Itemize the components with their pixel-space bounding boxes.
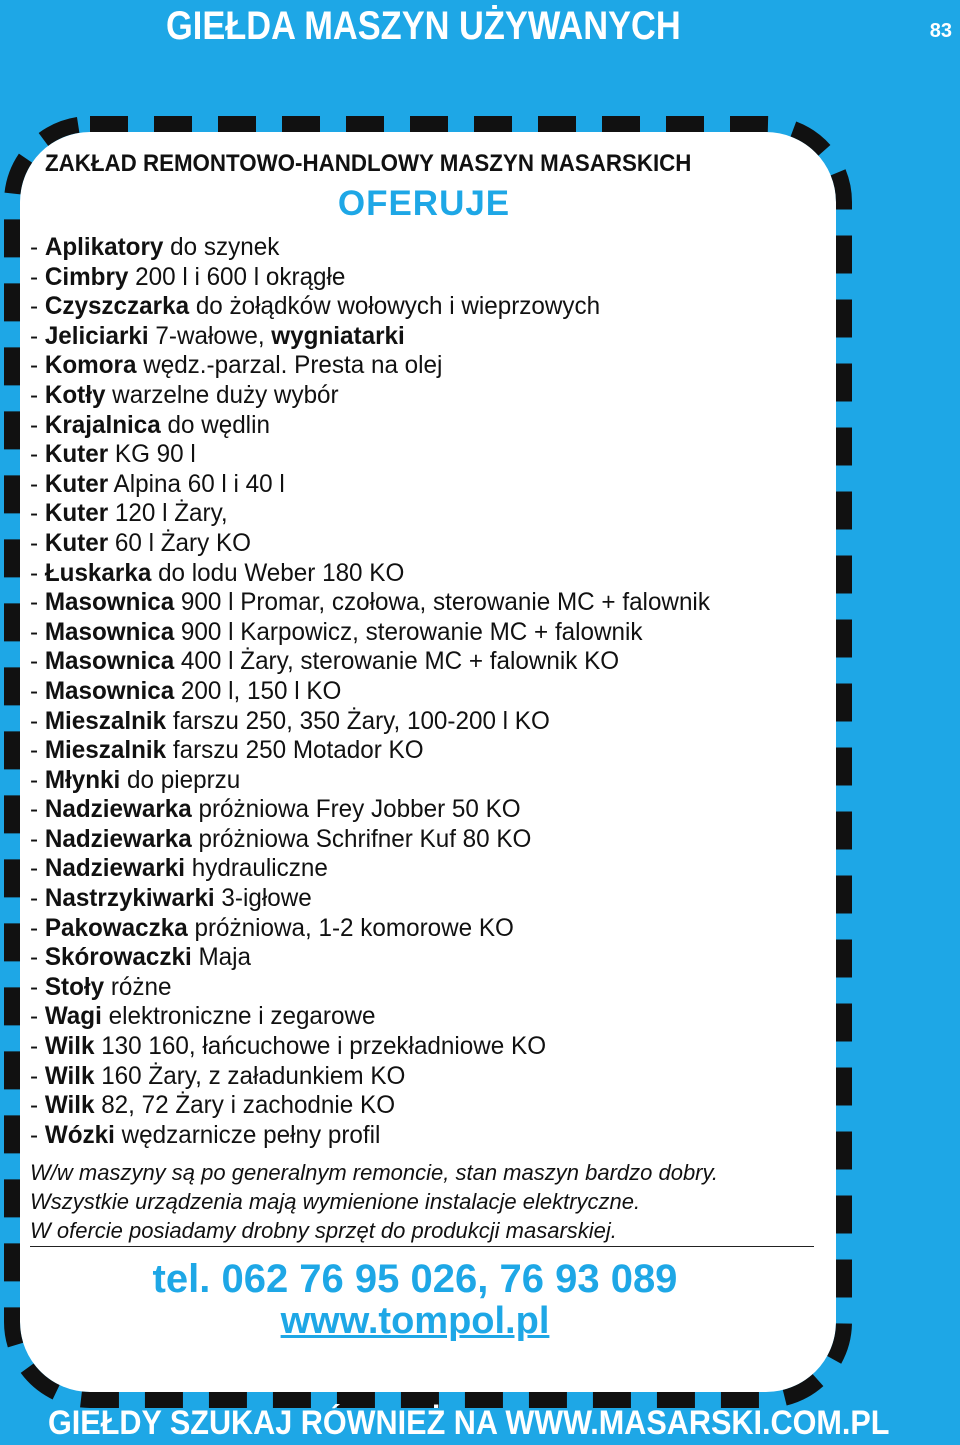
item-name: Kuter: [44, 528, 109, 557]
list-item: - Wilk 160 Żary, z załadunkiem KO: [30, 1061, 406, 1090]
item-description: 200 l i 600 l okrągłe: [128, 262, 346, 291]
item-description: warzelne duży wybór: [105, 380, 339, 409]
item-description: farszu 250, 350 Żary, 100-200 l KO: [166, 706, 550, 735]
item-name: Wilk: [44, 1061, 95, 1090]
item-name: Nadziewarki: [44, 854, 186, 883]
item-name: Nadziewarka: [44, 824, 192, 853]
item-description: 200 l, 150 l KO: [174, 676, 342, 705]
list-item: - Masownica 900 l Promar, czołowa, sterowanie MC + falownik: [30, 588, 710, 617]
item-description: 60 l Żary KO: [108, 528, 252, 557]
list-item: - Wilk 130 160, łańcuchowe i przekładniowe KO: [30, 1032, 547, 1061]
list-item: - Stoły różne: [30, 972, 172, 1001]
item-description: różne: [104, 972, 172, 1001]
item-name: Krajalnica: [44, 410, 161, 439]
item-name: Wilk: [44, 1032, 95, 1061]
page-title: GIEŁDA MASZYN UŻYWANYCH: [166, 4, 681, 48]
item-name: Łuskarka: [44, 558, 152, 587]
item-description: elektroniczne i zegarowe: [101, 1002, 376, 1031]
list-item: - Wilk 82, 72 Żary i zachodnie KO: [30, 1091, 396, 1120]
item-name: Skórowaczki: [44, 943, 192, 972]
item-name: Mieszalnik: [44, 736, 167, 765]
list-item: - Nadziewarka próżniowa Schrifner Kuf 80 KO: [30, 824, 532, 853]
item-name: Cimbry: [44, 262, 129, 291]
item-description: farszu 250 Motador KO: [166, 736, 424, 765]
offer-list: [30, 233, 731, 1150]
item-description: 900 l Karpowicz, sterowanie MC + falownik: [174, 617, 643, 646]
list-item: - Komora wędz.-parzal. Presta na olej: [30, 351, 443, 380]
item-name: Kuter: [44, 469, 109, 498]
list-item: - Cimbry 200 l i 600 l okrągłe: [30, 262, 346, 291]
company-name: ZAKŁAD REMONTOWO-HANDLOWY MASZYN MASARSKICH: [45, 150, 692, 177]
item-name: Kotły: [44, 380, 106, 409]
item-name: Aplikatory: [44, 233, 164, 261]
item-description: Maja: [191, 943, 252, 972]
item-description: 130 160, łańcuchowe i przekładniowe KO: [94, 1032, 547, 1061]
item-name: Komora: [44, 351, 137, 380]
item-description: do szynek: [163, 233, 280, 261]
item-description: KG 90 l: [108, 440, 196, 469]
item-description: Alpina 60 l i 40 l: [108, 469, 285, 498]
list-item: - Skórowaczki Maja: [30, 943, 252, 972]
list-item: - Jeliciarki 7-wałowe, wygniatarki: [30, 321, 405, 350]
item-description: wędz.-parzal. Presta na olej: [136, 351, 443, 380]
list-item: - Mieszalnik farszu 250, 350 Żary, 100-200 l KO: [30, 706, 550, 735]
item-name: Masownica: [44, 617, 175, 646]
list-item: - Mieszalnik farszu 250 Motador KO: [30, 736, 424, 765]
notes: [30, 1158, 718, 1245]
item-name: Kuter: [44, 499, 109, 528]
item-name: Masownica: [44, 676, 175, 705]
item-description: do lodu Weber 180 KO: [151, 558, 405, 587]
list-item: - Młynki do pieprzu: [30, 765, 241, 794]
item-description: próżniowa Schrifner Kuf 80 KO: [191, 824, 532, 853]
list-item: - Łuskarka do lodu Weber 180 KO: [30, 558, 405, 587]
list-item: - Kuter Alpina 60 l i 40 l: [30, 469, 285, 498]
item-description: 900 l Promar, czołowa, sterowanie MC + falownik: [174, 588, 710, 617]
item-description: do wędlin: [160, 410, 270, 439]
list-item: - Kuter 120 l Żary,: [30, 499, 228, 528]
item-description: do żołądków wołowych i wieprzowych: [189, 292, 601, 321]
item-description: do pieprzu: [120, 765, 241, 794]
item-description: hydrauliczne: [185, 854, 328, 883]
footer-text: GIEŁDY SZUKAJ RÓWNIEŻ NA WWW.MASARSKI.COM.PL: [48, 1404, 890, 1442]
item-name: Wagi: [44, 1002, 102, 1031]
item-name-extra: wygniatarki: [271, 321, 405, 350]
list-item: - Wózki wędzarnicze pełny profil: [30, 1120, 381, 1149]
item-name: Wózki: [44, 1120, 115, 1149]
item-description: 82, 72 Żary i zachodnie KO: [94, 1091, 396, 1120]
item-description: próżniowa, 1-2 komorowe KO: [187, 913, 514, 942]
item-name: Wilk: [44, 1091, 95, 1120]
offer-heading: OFERUJE: [337, 184, 511, 223]
list-item: - Masownica 900 l Karpowicz, sterowanie MC + falownik: [30, 617, 643, 646]
item-name: Masownica: [44, 588, 175, 617]
item-name: Czyszczarka: [44, 292, 190, 321]
list-item: - Pakowaczka próżniowa, 1-2 komorowe KO: [30, 913, 514, 942]
item-name: Nastrzykiwarki: [44, 884, 215, 913]
item-name: Młynki: [44, 765, 121, 794]
note-line: W ofercie posiadamy drobny sprzęt do produkcji masarskiej.: [30, 1218, 617, 1243]
divider: [30, 1246, 814, 1247]
list-item: - Wagi elektroniczne i zegarowe: [30, 1002, 376, 1031]
item-description: 7-wałowe,: [148, 321, 272, 350]
item-description: 160 Żary, z załadunkiem KO: [94, 1061, 406, 1090]
list-item: - Masownica 400 l Żary, sterowanie MC + falownik KO: [30, 647, 620, 676]
phone-numbers: tel. 062 76 95 026, 76 93 089: [152, 1257, 678, 1301]
item-description: wędzarnicze pełny profil: [114, 1120, 381, 1149]
website-link[interactable]: www.tompol.pl: [280, 1300, 550, 1342]
item-name: Masownica: [44, 647, 175, 676]
list-item: - Kuter 60 l Żary KO: [30, 528, 252, 557]
list-item: - Masownica 200 l, 150 l KO: [30, 676, 342, 705]
page-number: 83: [929, 20, 952, 42]
list-item: - Kotły warzelne duży wybór: [30, 380, 339, 409]
list-item: - Czyszczarka do żołądków wołowych i wieprzowych: [30, 292, 601, 321]
list-item: - Nadziewarka próżniowa Frey Jobber 50 KO: [30, 795, 521, 824]
list-item: - Aplikatory do szynek: [30, 233, 280, 261]
item-name: Stoły: [44, 972, 105, 1001]
note-line: Wszystkie urządzenia mają wymienione instalacje elektryczne.: [30, 1189, 641, 1214]
item-name: Pakowaczka: [44, 913, 188, 942]
item-description: 120 l Żary,: [108, 499, 228, 528]
list-item: - Krajalnica do wędlin: [30, 410, 270, 439]
item-name: Kuter: [44, 440, 109, 469]
note-line: W/w maszyny są po generalnym remoncie, stan maszyn bardzo dobry.: [30, 1160, 718, 1185]
item-name: Mieszalnik: [44, 706, 167, 735]
list-item: - Nadziewarki hydrauliczne: [30, 854, 328, 883]
list-item: - Kuter KG 90 l: [30, 440, 196, 469]
item-description: 400 l Żary, sterowanie MC + falownik KO: [174, 647, 620, 676]
item-name: Nadziewarka: [44, 795, 192, 824]
item-name: Jeliciarki: [44, 321, 149, 350]
item-description: 3-igłowe: [214, 884, 312, 913]
item-description: próżniowa Frey Jobber 50 KO: [191, 795, 521, 824]
list-item: - Nastrzykiwarki 3-igłowe: [30, 884, 312, 913]
